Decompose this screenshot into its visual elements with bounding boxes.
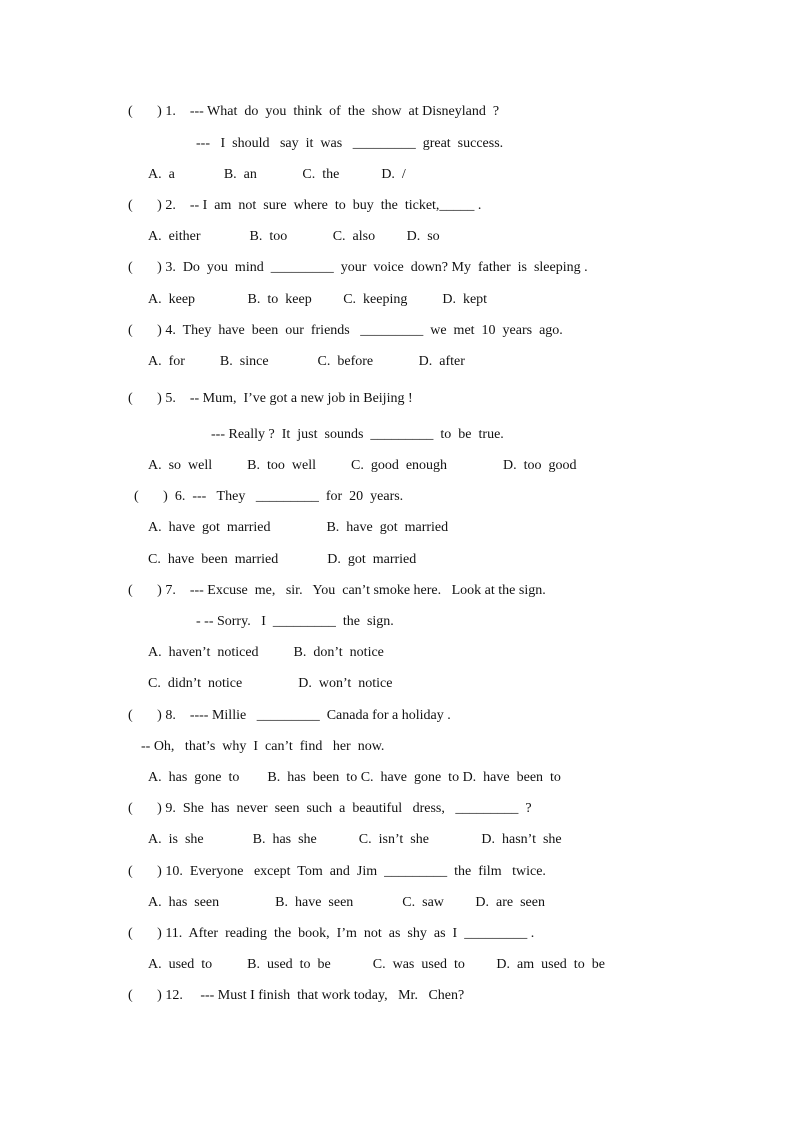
- question-12: ( ) 12. --- Must I finish that work today, Mr. Chen?: [128, 988, 465, 1003]
- question-9-options: A. is she B. has she C. isn’t she D. hasn’t she: [148, 832, 562, 847]
- question-8: ( ) 8. ---- Millie _________ Canada for a holiday .: [128, 708, 451, 723]
- question-2: ( ) 2. -- I am not sure where to buy the ticket,_____ .: [128, 198, 482, 213]
- question-8-response: -- Oh, that’s why I can’t find her now.: [141, 739, 385, 754]
- question-8-options: A. has gone to B. has been to C. have gone to D. have been to: [148, 770, 561, 785]
- question-10: ( ) 10. Everyone except Tom and Jim _________ the film twice.: [128, 864, 546, 879]
- question-1-response: --- I should say it was _________ great success.: [196, 136, 504, 151]
- question-1-options: A. a B. an C. the D. /: [148, 167, 406, 182]
- question-3: ( ) 3. Do you mind _________ your voice down? My father is sleeping .: [128, 260, 588, 275]
- question-7-response: - -- Sorry. I _________ the sign.: [196, 614, 394, 629]
- question-5-options: A. so well B. too well C. good enough D. too good: [148, 458, 577, 473]
- question-6: ( ) 6. --- They _________ for 20 years.: [134, 489, 404, 504]
- question-4-options: A. for B. since C. before D. after: [148, 354, 465, 369]
- question-6-options-cd: C. have been married D. got married: [148, 552, 417, 567]
- question-7-options-cd: C. didn’t notice D. won’t notice: [148, 676, 393, 691]
- question-1: ( ) 1. --- What do you think of the show at Disneyland ?: [128, 104, 500, 119]
- question-11: ( ) 11. After reading the book, I’m not as shy as I _________ .: [128, 926, 535, 941]
- question-7: ( ) 7. --- Excuse me, sir. You can’t smoke here. Look at the sign.: [128, 583, 546, 598]
- question-5-response: --- Really ? It just sounds _________ to be true.: [211, 427, 504, 442]
- question-3-options: A. keep B. to keep C. keeping D. kept: [148, 292, 488, 307]
- question-2-options: A. either B. too C. also D. so: [148, 229, 440, 244]
- question-7-options-ab: A. haven’t noticed B. don’t notice: [148, 645, 384, 660]
- question-6-options-ab: A. have got married B. have got married: [148, 520, 449, 535]
- question-5: ( ) 5. -- Mum, I’ve got a new job in Beijing !: [128, 391, 413, 406]
- question-11-options: A. used to B. used to be C. was used to D. am used to be: [148, 957, 605, 972]
- question-10-options: A. has seen B. have seen C. saw D. are seen: [148, 895, 545, 910]
- question-4: ( ) 4. They have been our friends _________ we met 10 years ago.: [128, 323, 563, 338]
- question-9: ( ) 9. She has never seen such a beautiful dress, _________ ?: [128, 801, 532, 816]
